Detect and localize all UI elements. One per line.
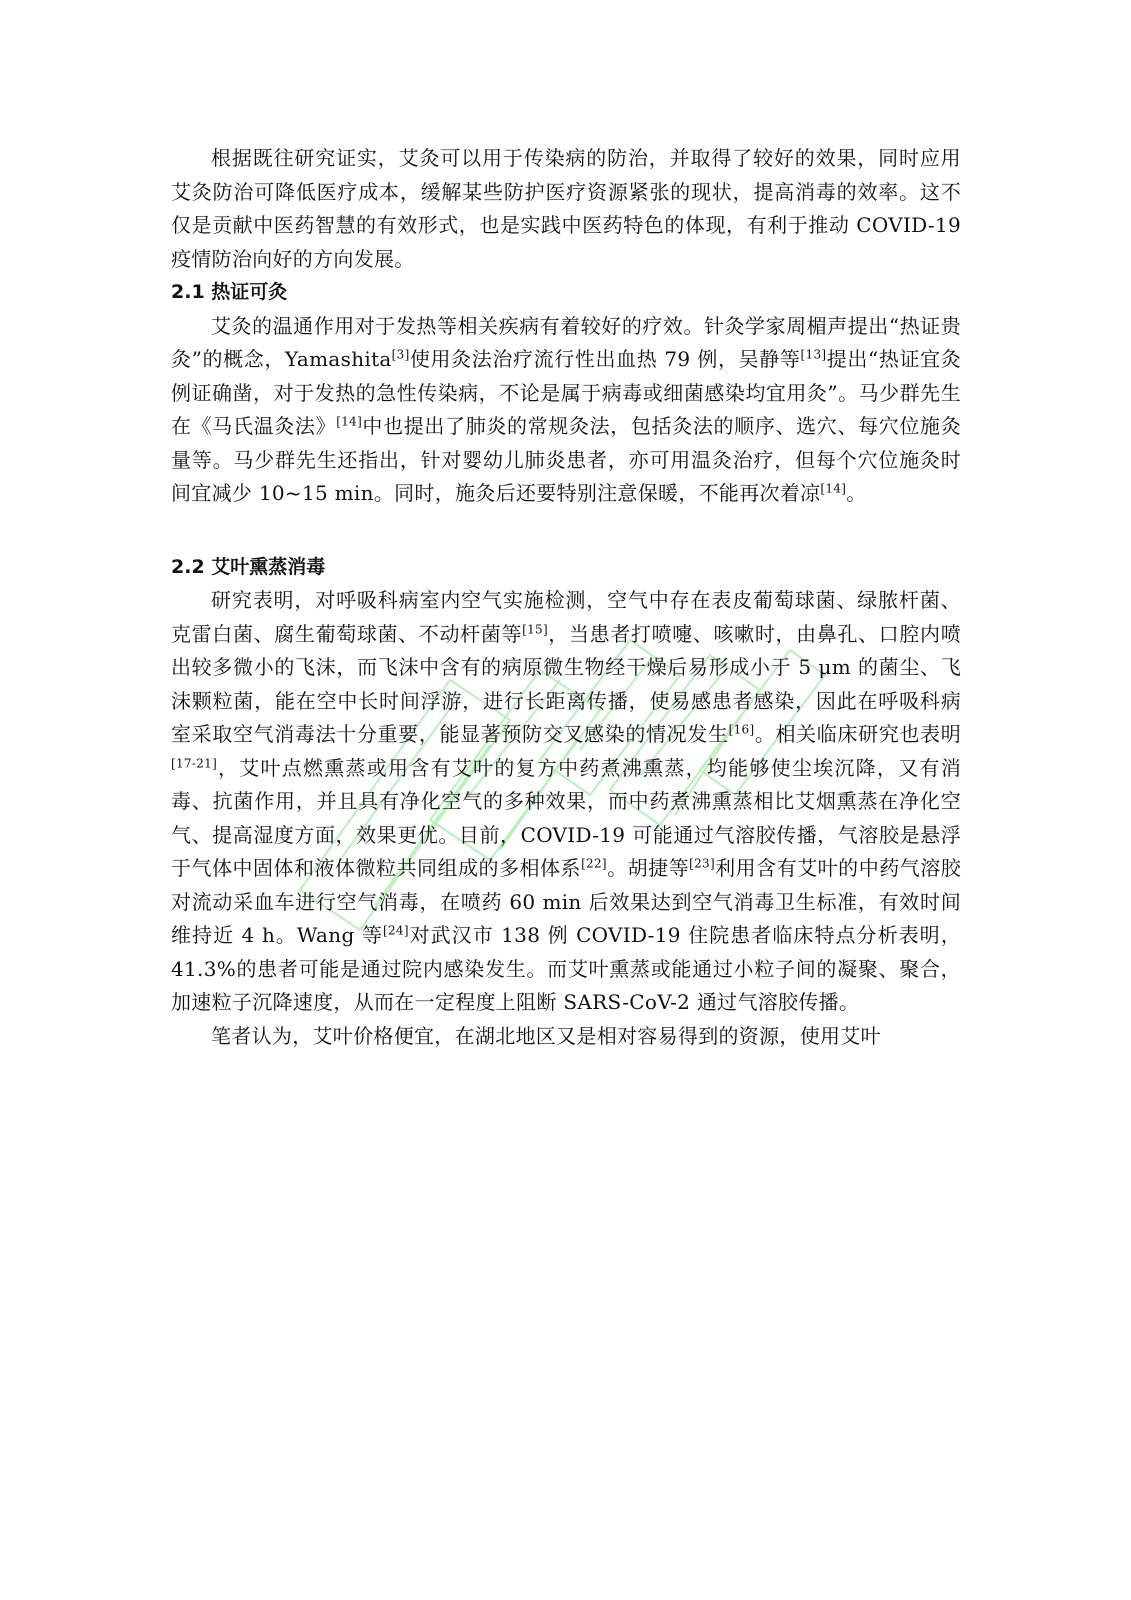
text-run: 。相关临床研究也表明 (754, 722, 961, 746)
citation-ref: [16] (728, 722, 755, 737)
text-run: 使用灸法治疗流行性出血热 79 例，吴静等 (409, 347, 801, 371)
citation-ref: [13] (800, 347, 827, 362)
citation-ref: [24] (383, 923, 409, 938)
paragraph-author-view: 笔者认为，艾叶价格便宜，在湖北地区又是相对容易得到的资源，使用艾叶 (211, 1023, 881, 1048)
text-run: 。胡捷等 (606, 856, 690, 880)
text-run: 研究表明，对呼吸科病室内空气实施检测，空气中存在表皮葡萄球菌、绿脓杆菌、克雷白菌、腐生葡萄球菌、不动杆菌等 (171, 588, 961, 646)
citation-ref: [15] (522, 621, 548, 636)
section-heading-2-2: 2.2 艾叶熏蒸消毒 (171, 555, 326, 578)
section-heading-2-1: 2.1 热证可灸 (171, 281, 288, 303)
paragraph-2-2 (171, 584, 961, 1020)
citation-ref: [23] (689, 856, 715, 871)
text-run: ，艾叶点燃熏蒸或用含有艾叶的复方中药煮沸熏蒸，均能够使尘埃沉降，又有消毒、抗菌作用，并且具有净化空气的多种效果，而中药煮沸熏蒸相比艾烟熏蒸在净化空气、提高湿度方面，效果更优。目前，COVID-19 可能通过气溶胶传播，气溶胶是悬浮于气体中固体和液体微粒共同组成的多相体系 (171, 755, 961, 880)
text-run: 利用含有艾叶的中药气溶胶对流动采血车进行空气消毒，在喷药 60 min 后效果达到空气消毒卫生标准，有效时间维持近 4 h。Wang 等 (171, 856, 962, 947)
text-run: 中也提出了肺炎的常规灸法，包括灸法的顺序、选穴、每穴位施灸量等。马少群先生还指出，针对婴幼儿肺炎患者，亦可用温灸治疗，但每个穴位施灸时间宜减少 10~15 min。同时，施灸后还要特别注意保暖，不能再次着凉 (171, 414, 962, 505)
text-run: 。 (846, 481, 867, 505)
text-run: 提出“热证宜灸例证确凿，对于发热的急性传染病，不论是属于病毒或细菌感染均宜用灸”。马少群先生在《马氏温灸法》 (171, 347, 961, 438)
text-run: 艾灸的温通作用对于发热等相关疾病有着较好的疗效。针灸学家周楣声提出“热证贵灸”的概念，Yamashita (171, 313, 961, 371)
citation-ref: [14] (820, 481, 847, 496)
text-run: ，当患者打喷嚏、咳嗽时，由鼻孔、口腔内喷出较多微小的飞沫，而飞沫中含有的病原微生物经干燥后易形成小于 5 μm 的菌尘、飞沫颗粒菌，能在空中长时间浮游，进行长距离传播，使易感患者感染，因此在呼吸科病室采取空气消毒法十分重要，能显著预防交叉感染的情况发生 (171, 621, 962, 746)
citation-ref: [3] (391, 347, 410, 362)
citation-ref: [17-21] (171, 755, 218, 770)
paragraph-intro: 根据既往研究证实，艾灸可以用于传染病的防治，并取得了较好的效果，同时应用艾灸防治可降低医疗成本，缓解某些防护医疗资源紧张的现状，提高消毒的效率。这不仅是贡献中医药智慧的有效形式，也是实践中医药特色的体现，有利于推动 COVID-19 疫情防治向好的方向发展。 (171, 146, 961, 271)
citation-ref: [14] (336, 414, 363, 429)
text-run: 对武汉市 138 例 COVID-19 住院患者临床特点分析表明，41.3%的患者可能是通过院内感染发生。而艾叶熏蒸或能通过小粒子间的凝聚、聚合，加速粒子沉降速度，从而在一定程度上阻断 SARS-CoV-2 通过气溶胶传播。 (171, 923, 961, 1014)
citation-ref: [22] (581, 856, 607, 871)
paragraph-2-1 (171, 310, 961, 511)
section-spacer (171, 511, 961, 551)
main-text (171, 142, 961, 1053)
